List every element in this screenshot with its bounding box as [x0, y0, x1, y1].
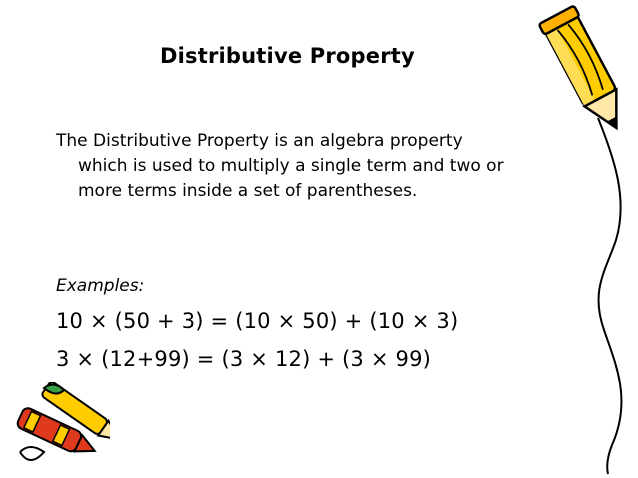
- paragraph-line: more terms inside a set of parentheses.: [78, 181, 418, 201]
- paragraph-line: The Distributive Property is an algebra property: [56, 131, 463, 151]
- crayons-icon: [0, 382, 110, 478]
- example-equation-1: 10 × (50 + 3) = (10 × 50) + (10 × 3): [56, 309, 459, 333]
- slide-title: Distributive Property: [160, 44, 415, 68]
- definition-paragraph: [56, 129, 576, 204]
- paragraph-line: which is used to multiply a single term and two or: [78, 156, 504, 176]
- examples-label: Examples:: [56, 276, 145, 296]
- example-equation-2: 3 × (12+99) = (3 × 12) + (3 × 99): [56, 347, 432, 371]
- pencil-icon: [520, 0, 638, 478]
